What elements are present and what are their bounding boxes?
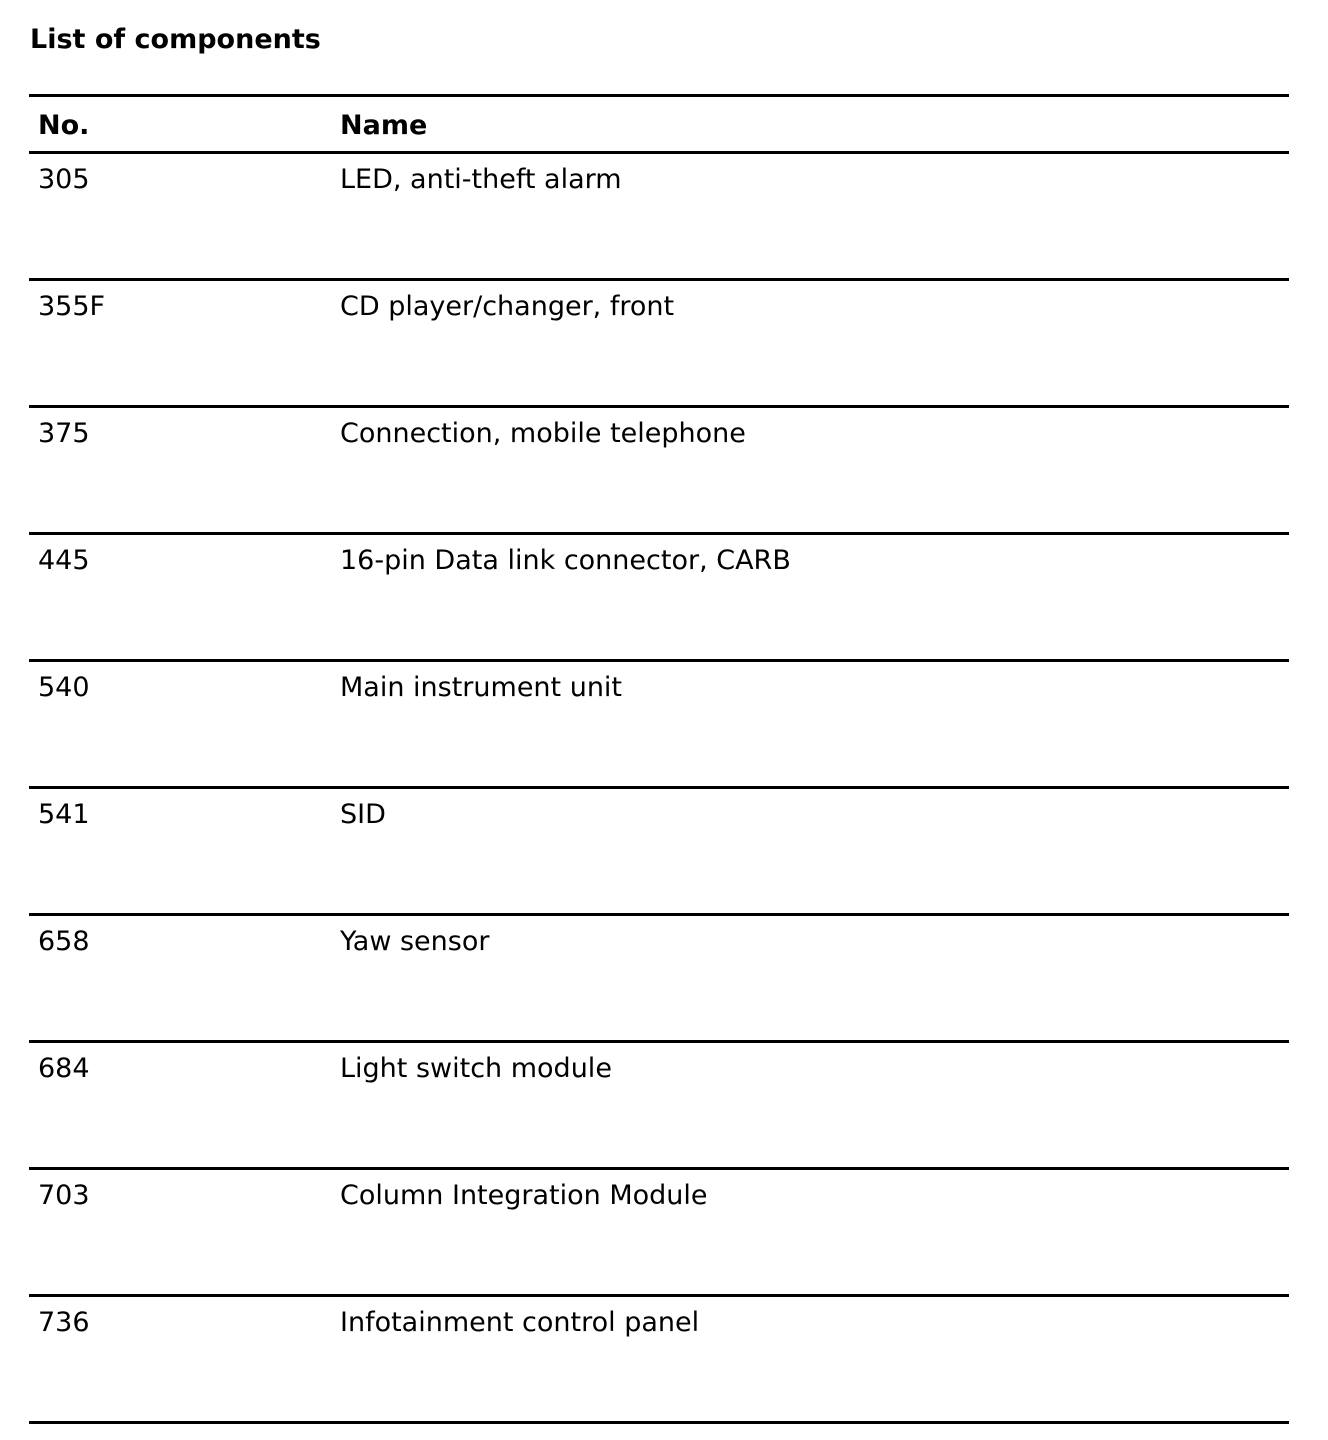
- table-row: [29, 1297, 1289, 1424]
- component-name: SID: [340, 799, 386, 830]
- table-row: [29, 535, 1289, 662]
- table-header-row: [29, 97, 1289, 154]
- table-row: [29, 281, 1289, 408]
- component-number: 445: [38, 545, 90, 576]
- component-name: Column Integration Module: [340, 1180, 708, 1211]
- component-name: Infotainment control panel: [340, 1307, 700, 1338]
- component-number: 684: [38, 1053, 90, 1084]
- table-row: [29, 662, 1289, 789]
- component-number: 355F: [38, 291, 106, 322]
- component-name: Yaw sensor: [340, 926, 490, 957]
- component-number: 658: [38, 926, 90, 957]
- table-row: [29, 916, 1289, 1043]
- table-row: [29, 154, 1289, 281]
- page-title: List of components: [30, 24, 321, 55]
- component-number: 375: [38, 418, 90, 449]
- component-name: Connection, mobile telephone: [340, 418, 746, 449]
- table-row: [29, 789, 1289, 916]
- component-number: 541: [38, 799, 90, 830]
- table-row: [29, 1170, 1289, 1297]
- component-number: 540: [38, 672, 90, 703]
- component-number: 736: [38, 1307, 90, 1338]
- table-row: [29, 1043, 1289, 1170]
- component-number: 305: [38, 164, 90, 195]
- component-name: Main instrument unit: [340, 672, 623, 703]
- component-name: CD player/changer, front: [340, 291, 675, 322]
- table-row: [29, 408, 1289, 535]
- column-header-name: Name: [340, 110, 428, 141]
- component-number: 703: [38, 1180, 90, 1211]
- components-table: [29, 94, 1289, 1424]
- component-name: 16-pin Data link connector, CARB: [340, 545, 791, 576]
- component-name: LED, anti-theft alarm: [340, 164, 622, 195]
- column-header-no: No.: [38, 110, 90, 141]
- component-name: Light switch module: [340, 1053, 612, 1084]
